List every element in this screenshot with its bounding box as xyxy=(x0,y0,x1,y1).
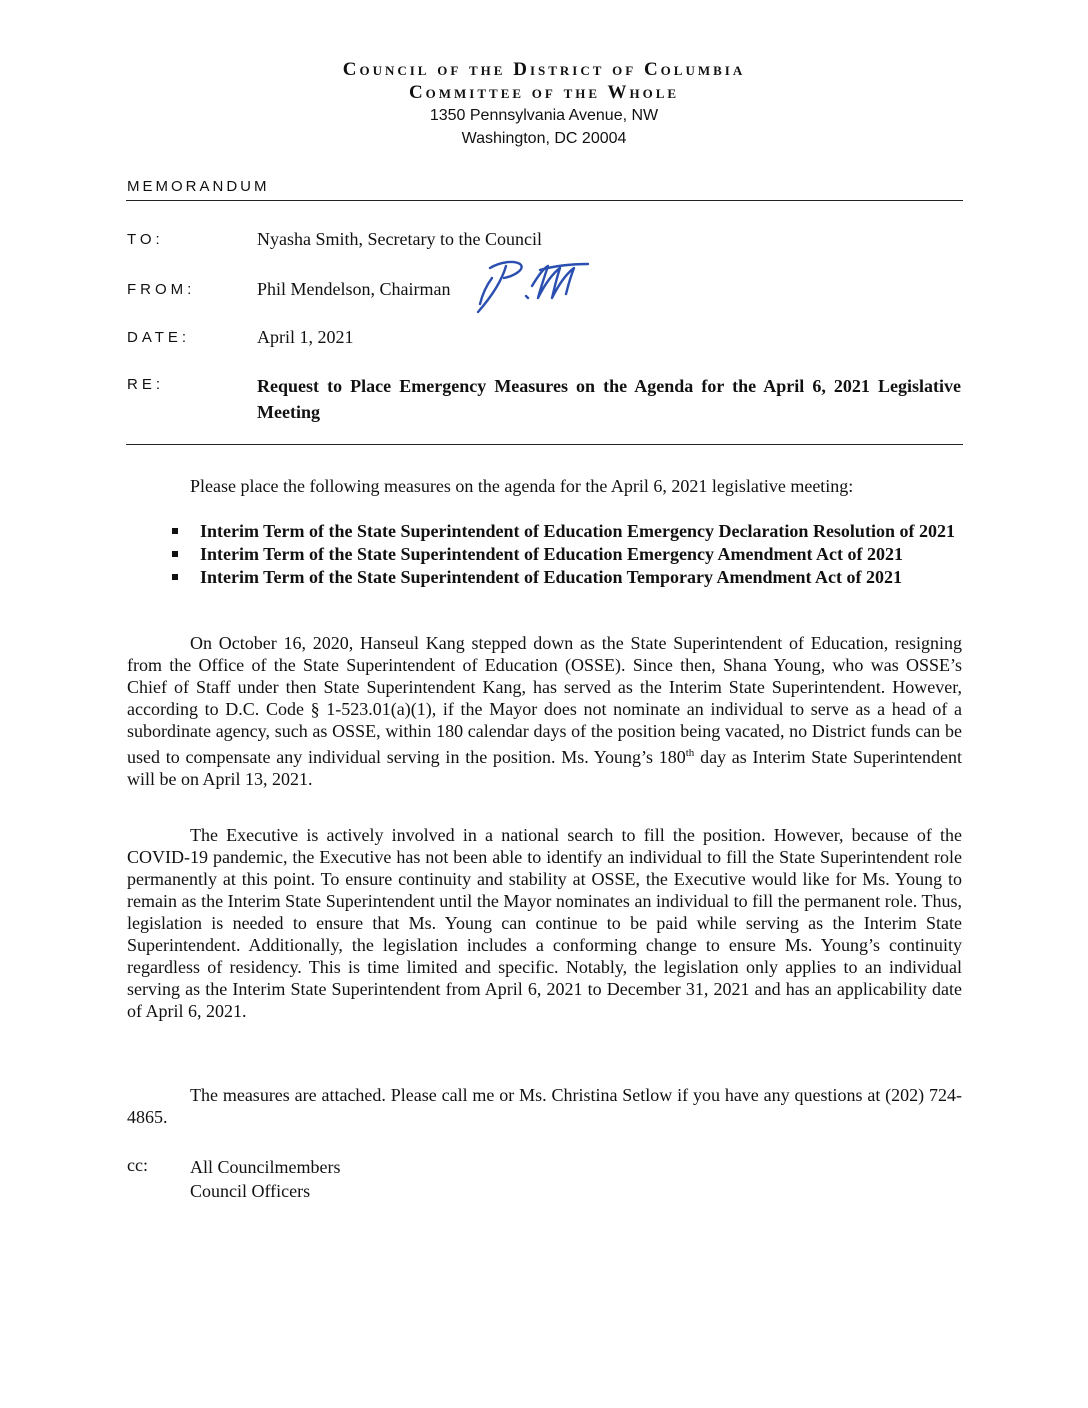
header-rule-top xyxy=(126,200,963,201)
memorandum-label: MEMORANDUM xyxy=(127,178,270,195)
paragraph-1-text-end: day as Interim State Superintendent will be on April 13, 2021. xyxy=(127,747,962,789)
bullet-icon xyxy=(172,574,178,580)
committee-name: Committee of the Whole xyxy=(408,82,680,103)
re-label: RE: xyxy=(127,376,165,393)
paragraph-3-text: The measures are attached. Please call me or Ms. Christina Setlow if you have any questions at (202) 724-4865. xyxy=(127,1085,962,1127)
bullet-icon xyxy=(172,528,178,534)
list-item xyxy=(172,543,962,566)
paragraph-3 xyxy=(127,1084,962,1128)
paragraph-2 xyxy=(127,824,962,1022)
address-line-1: 1350 Pennsylvania Avenue, NW xyxy=(429,107,659,124)
intro-paragraph xyxy=(127,475,962,497)
cc-recipient: All Councilmembers xyxy=(190,1157,341,1177)
council-name: Council of the District of Columbia xyxy=(342,59,746,80)
measure-title: Interim Term of the State Superintendent of Education Temporary Amendment Act of 2021 xyxy=(200,567,902,587)
list-item xyxy=(172,566,962,589)
to-label: TO: xyxy=(127,231,164,248)
ordinal-suffix: th xyxy=(685,747,695,759)
to-value: Nyasha Smith, Secretary to the Council xyxy=(257,229,542,249)
paragraph-1-text: On October 16, 2020, Hanseul Kang stepped down as the State Superintendent of Education, resigning from the Office of the State Superintendent of Education (OSSE). Since then, Shana Young, who was OSSE’s Chief of Staff under then State Superintendent Kang, has served as the Interim State Superintendent. However, according to D.C. Code § 1-523.01(a)(1), if the Mayor does not nominate an individual to serve as a head of a subordinate agency, such as OSSE, within 180 calendar days of the position being vacated, no District funds can be used to compensate any individual serving in the position. Ms. Young’s 180 xyxy=(127,633,962,767)
paragraph-2-text: The Executive is actively involved in a national search to fill the position. However, because of the COVID-19 pandemic, the Executive has not been able to identify an individual to fill the State Superintendent role permanently at this point. To ensure continuity and stability at OSSE, the Executive would like for Ms. Young to remain as the Interim State Superintendent until the Mayor nominates an individual to fill the permanent role. Thus, legislation is needed to ensure that Ms. Young can continue to be paid while serving as the Interim State Superintendent. Additionally, the legislation includes a conforming change to ensure Ms. Young’s continuity regardless of residency. This is time limited and specific. Notably, the legislation only applies to an individual serving as the Interim State Superintendent from April 6, 2021 to December 31, 2021 and has an applicability date of April 6, 2021. xyxy=(127,825,962,1021)
bullet-icon xyxy=(172,551,178,557)
measure-title: Interim Term of the State Superintendent of Education Emergency Amendment Act of 2021 xyxy=(200,544,903,564)
address-line-2: Washington, DC 20004 xyxy=(461,130,627,147)
date-value: April 1, 2021 xyxy=(257,327,354,347)
paragraph-1 xyxy=(127,632,962,790)
cc-list xyxy=(190,1155,340,1203)
letterhead xyxy=(0,58,1088,150)
date-label: DATE: xyxy=(127,329,191,346)
measure-title: Interim Term of the State Superintendent of Education Emergency Declaration Resolution of 2021 xyxy=(200,521,955,541)
cc-label: cc: xyxy=(127,1155,148,1175)
re-value: Request to Place Emergency Measures on the Agenda for the April 6, 2021 Legislative Meeting xyxy=(257,376,961,422)
list-item xyxy=(172,520,962,543)
from-label: FROM: xyxy=(127,281,196,298)
intro-text: Please place the following measures on the agenda for the April 6, 2021 legislative meeting: xyxy=(190,476,854,496)
header-rule-bottom xyxy=(126,444,963,445)
measures-list xyxy=(172,520,962,589)
cc-recipient: Council Officers xyxy=(190,1181,311,1201)
from-value: Phil Mendelson, Chairman xyxy=(257,279,451,299)
chairman-signature xyxy=(470,256,592,318)
